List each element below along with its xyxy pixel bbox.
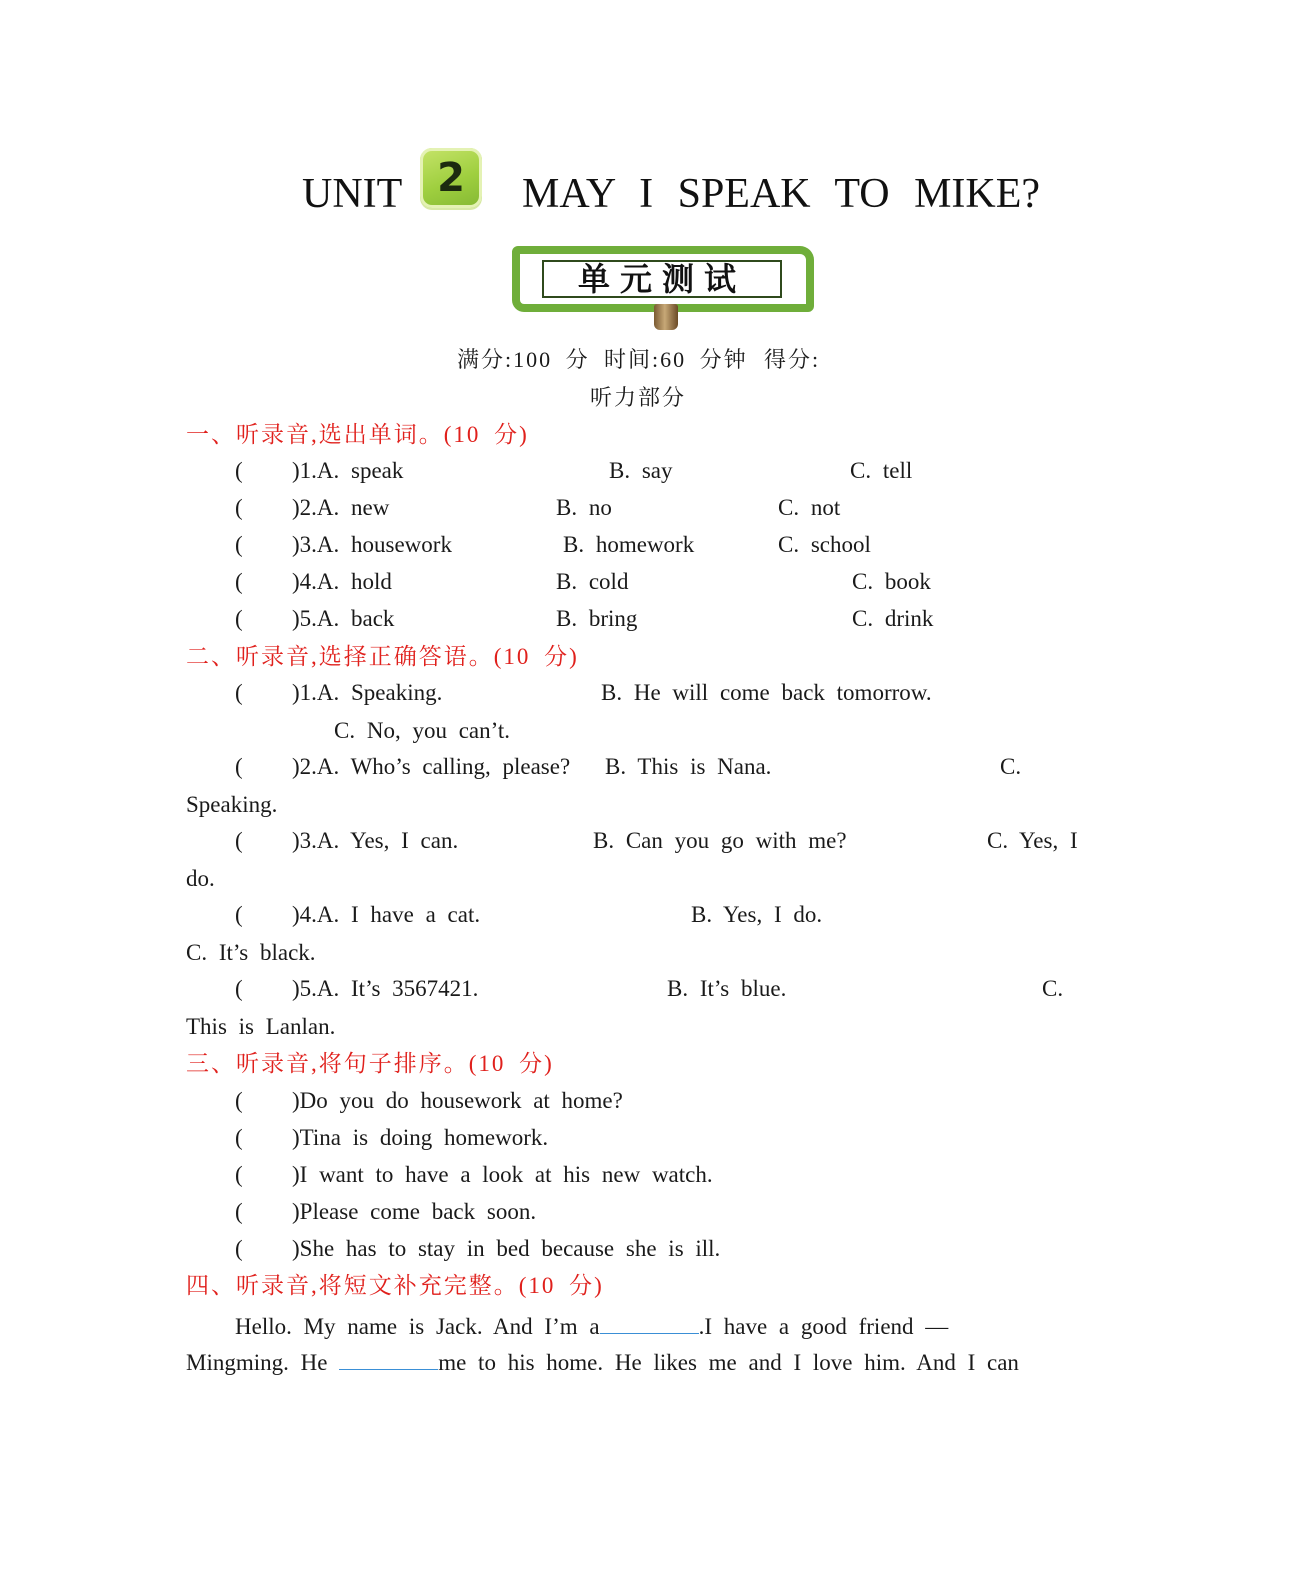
option-a: )3.A. Yes, I can. <box>292 828 459 853</box>
option-a: )3.A. housework <box>292 532 452 557</box>
s3-sentence-4 <box>0 1197 537 1227</box>
option-c: C. not <box>778 495 841 520</box>
section-4-heading <box>0 1271 604 1301</box>
option-b: B. This is Nana. <box>605 754 772 779</box>
option-b: B. cold <box>556 569 629 594</box>
sentence-text: )She has to stay in bed because she is ill. <box>292 1236 721 1261</box>
answer-paren: ( <box>235 532 243 557</box>
sentence-text: )Please come back soon. <box>292 1199 537 1224</box>
sentence-text: )Tina is doing homework. <box>292 1125 549 1150</box>
unit-number-badge: 2 <box>420 148 482 208</box>
answer-paren: ( <box>235 1236 243 1261</box>
answer-paren: ( <box>235 1088 243 1113</box>
answer-paren: ( <box>235 1125 243 1150</box>
banner-label: 单元测试 <box>542 260 782 298</box>
time-limit: 时间:60 分钟 <box>604 347 748 372</box>
s3-sentence-3 <box>0 1160 713 1190</box>
answer-paren: ( <box>235 754 243 779</box>
section-1-heading-text: 一、听录音,选出单词。(10 分) <box>186 422 529 447</box>
s2-question-3-wrap <box>0 864 215 894</box>
s1-question-5 <box>0 604 934 634</box>
passage-line-1 <box>0 1309 949 1339</box>
sentence-text: )Do you do housework at home? <box>292 1088 623 1113</box>
s2-question-5-wrap <box>0 1012 336 1042</box>
option-a: )1.A. Speaking. <box>292 680 443 705</box>
option-a: )4.A. I have a cat. <box>292 902 481 927</box>
fill-blank-1 <box>600 1309 699 1334</box>
option-b: B. no <box>556 495 612 520</box>
answer-paren: ( <box>235 976 243 1001</box>
s3-sentence-5 <box>0 1234 721 1264</box>
option-c: C. No, you can’t. <box>334 718 511 743</box>
option-c: C. school <box>778 532 871 557</box>
answer-paren: ( <box>235 1199 243 1224</box>
option-b: B. bring <box>556 606 638 631</box>
answer-paren: ( <box>235 569 243 594</box>
answer-paren: ( <box>235 458 243 483</box>
section-2-heading <box>0 642 579 672</box>
answer-paren: ( <box>235 495 243 520</box>
score-got: 得分: <box>764 347 821 372</box>
section-1-heading <box>0 420 529 450</box>
option-c-wrap: This is Lanlan. <box>186 1014 336 1039</box>
option-c: C. It’s black. <box>186 940 316 965</box>
option-c-wrap: do. <box>186 866 215 891</box>
s3-sentence-1 <box>0 1086 623 1116</box>
s1-question-3 <box>0 530 871 560</box>
s2-question-4-c <box>0 938 316 968</box>
s2-question-2 <box>0 752 1022 782</box>
passage-fragment: me to his home. He likes me and I love him. And I can <box>438 1350 1019 1375</box>
unit-title: MAY I SPEAK TO MIKE? <box>522 171 1041 217</box>
full-score: 满分:100 分 <box>457 347 590 372</box>
option-b: B. He will come back tomorrow. <box>601 680 932 705</box>
sentence-text: )I want to have a look at his new watch. <box>292 1162 713 1187</box>
passage-line-2-text <box>186 1345 1019 1378</box>
option-c: C. <box>1042 976 1064 1001</box>
part-title: 听力部分 <box>590 385 687 410</box>
banner-tag-icon <box>654 304 678 330</box>
option-c: C. book <box>852 569 931 594</box>
option-c-wrap: Speaking. <box>186 792 278 817</box>
s1-question-4 <box>0 567 931 597</box>
option-b: B. Can you go with me? <box>593 828 847 853</box>
option-a: )2.A. Who’s calling, please? <box>292 754 571 779</box>
s3-sentence-2 <box>0 1123 549 1153</box>
s2-question-3 <box>0 826 1078 856</box>
score-line <box>0 345 821 375</box>
passage-fragment: .I have a good friend — <box>698 1314 949 1339</box>
passage-fragment: Mingming. He <box>186 1350 340 1375</box>
option-b: B. say <box>609 458 673 483</box>
section-4-heading-text: 四、听录音,将短文补充完整。(10 分) <box>186 1273 604 1298</box>
answer-paren: ( <box>235 606 243 631</box>
s1-question-1 <box>0 456 913 486</box>
answer-paren: ( <box>235 1162 243 1187</box>
passage-fragment: Hello. My name is Jack. And I’m a <box>235 1314 600 1339</box>
option-a: )5.A. It’s 3567421. <box>292 976 479 1001</box>
fill-blank-2 <box>339 1345 438 1370</box>
option-c: C. Yes, I <box>987 828 1078 853</box>
section-3-heading-text: 三、听录音,将句子排序。(10 分) <box>186 1051 554 1076</box>
option-a: )1.A. speak <box>292 458 404 483</box>
s2-question-4 <box>0 900 823 930</box>
option-c: C. tell <box>850 458 913 483</box>
passage-line-2 <box>0 1345 1019 1375</box>
s2-question-5 <box>0 974 1064 1004</box>
answer-paren: ( <box>235 828 243 853</box>
option-b: B. homework <box>563 532 695 557</box>
option-b: B. It’s blue. <box>667 976 787 1001</box>
s2-question-1 <box>0 678 932 708</box>
unit-test-banner <box>512 246 814 312</box>
option-a: )4.A. hold <box>292 569 392 594</box>
option-a: )5.A. back <box>292 606 395 631</box>
option-b: B. Yes, I do. <box>691 902 823 927</box>
part-title-line <box>0 383 687 413</box>
s2-question-1-c <box>0 716 511 746</box>
section-2-heading-text: 二、听录音,选择正确答语。(10 分) <box>186 644 579 669</box>
answer-paren: ( <box>235 902 243 927</box>
s2-question-2-wrap <box>0 790 278 820</box>
option-a: )2.A. new <box>292 495 390 520</box>
section-3-heading <box>0 1049 554 1079</box>
option-c: C. <box>1000 754 1022 779</box>
unit-label: UNIT <box>302 171 403 217</box>
passage-line-1-text <box>235 1309 948 1342</box>
answer-paren: ( <box>235 680 243 705</box>
s1-question-2 <box>0 493 841 523</box>
option-c: C. drink <box>852 606 934 631</box>
